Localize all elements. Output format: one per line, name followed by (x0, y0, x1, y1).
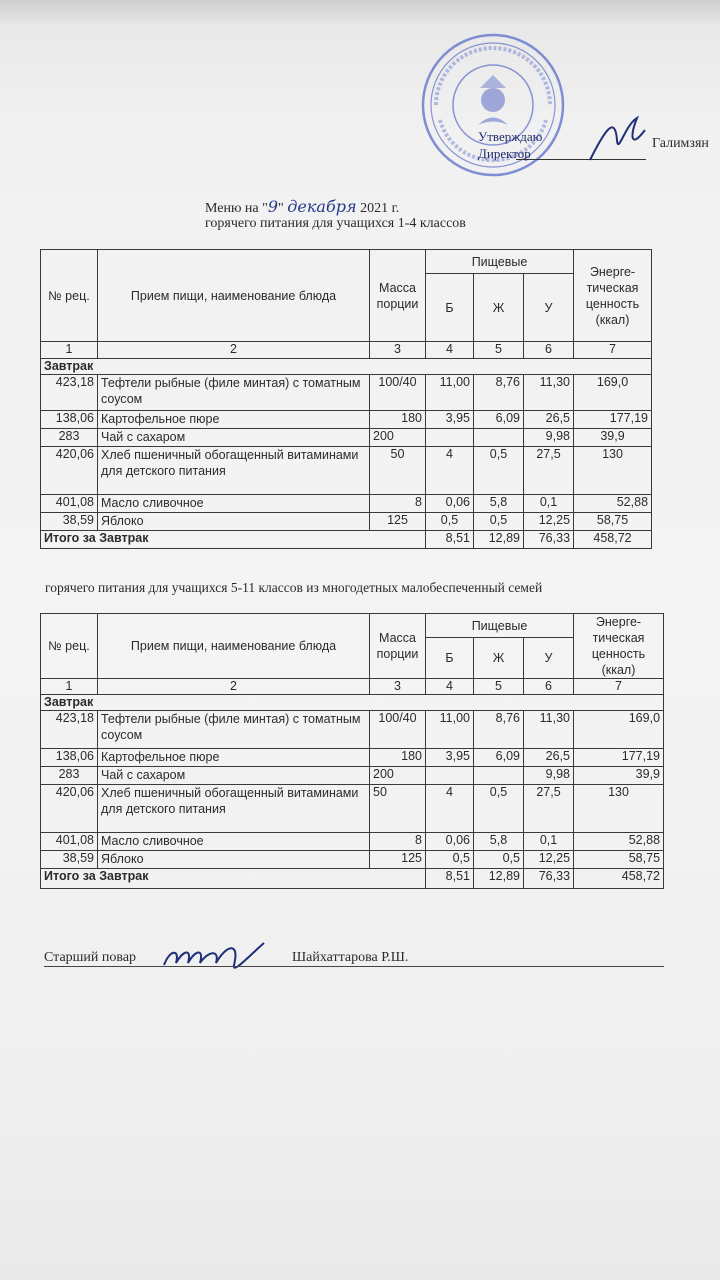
approve-label: Утверждаю (478, 129, 543, 144)
subtitle-5-11: горячего питания для учащихся 5-11 классов из многодетных малобеспеченный семей (45, 580, 543, 595)
col-header-nutrients: Пищевые (426, 250, 574, 274)
table-row: 401,08 Масло сливочное 8 0,06 5,8 0,1 52,88 (41, 833, 664, 851)
menu-day: 9 (267, 197, 279, 216)
cook-signature (160, 935, 270, 977)
col-header-num: № рец. (41, 250, 98, 342)
col-header-mass: Масса порции (370, 614, 426, 679)
table-row: 283 Чай с сахаром 200 9,98 39,9 (41, 767, 664, 785)
cook-name: Шайхаттарова Р.Ш. (292, 950, 409, 965)
table-row: 401,08 Масло сливочное 8 0,06 5,8 0,1 52,88 (41, 495, 652, 513)
table-row: 38,59 Яблоко 125 0,5 0,5 12,25 58,75 (41, 513, 652, 531)
table-row: 423,18 Тефтели рыбные (филе минтая) с томатным соусом 100/40 11,00 8,76 11,30 169,0 (41, 711, 664, 749)
table-row: 38,59 Яблоко 125 0,5 0,5 12,25 58,75 (41, 851, 664, 869)
total-row: Итого за Завтрак 8,51 12,89 76,33 458,72 (41, 869, 664, 889)
table-row: 138,06 Картофельное пюре 180 3,95 6,09 26,5 177,19 (41, 749, 664, 767)
col-header-b: Б (426, 638, 474, 679)
table-row: 420,06 Хлеб пшеничный обогащенный витаминами для детского питания 50 4 0,5 27,5 130 (41, 785, 664, 833)
table-row: 138,06 Картофельное пюре 180 3,95 6,09 26,5 177,19 (41, 411, 652, 429)
col-header-u: У (524, 274, 574, 342)
photo-top-edge (0, 0, 720, 24)
col-header-nutrients: Пищевые (426, 614, 574, 638)
menu-title: Меню на "9" декабря 2021 г. (205, 197, 400, 216)
col-header-num: № рец. (41, 614, 98, 679)
col-header-mass: Масса порции (370, 250, 426, 342)
table-row: 420,06 Хлеб пшеничный обогащенный витаминами для детского питания 50 4 0,5 27,5 130 (41, 447, 652, 495)
menu-month: декабря (287, 197, 357, 216)
table-row: 283 Чай с сахаром 200 9,98 39,9 (41, 429, 652, 447)
total-row: Итого за Завтрак 8,51 12,89 76,33 458,72 (41, 531, 652, 549)
column-number-row: 1 2 3 4 5 6 7 (41, 342, 652, 359)
col-header-b: Б (426, 274, 474, 342)
col-header-dish: Прием пищи, наименование блюда (98, 614, 370, 679)
menu-prefix: Меню на " (205, 201, 268, 216)
col-header-zh: Ж (474, 638, 524, 679)
col-header-energy: Энерге-тическая ценность (ккал) (574, 614, 664, 679)
menu-table-1-4 (40, 249, 652, 549)
menu-year: 2021 г. (360, 201, 400, 216)
col-header-dish: Прием пищи, наименование блюда (98, 250, 370, 342)
table-row: 423,18 Тефтели рыбные (филе минтая) с томатным соусом 100/40 11,00 8,76 11,30 169,0 (41, 375, 652, 411)
col-header-u: У (524, 638, 574, 679)
col-header-zh: Ж (474, 274, 524, 342)
section-breakfast: Завтрак (41, 695, 664, 711)
cook-signature-line (44, 966, 664, 967)
cook-label: Старший повар (44, 950, 137, 965)
section-breakfast: Завтрак (41, 359, 652, 375)
menu-table-5-11 (40, 613, 664, 889)
approval-block (478, 128, 542, 162)
column-number-row: 1 2 3 4 5 6 7 (41, 679, 664, 695)
director-name: Галимзян (652, 136, 709, 151)
director-label: Директор (478, 146, 531, 161)
subtitle-1-4: горячего питания для учащихся 1-4 классов (205, 216, 466, 231)
director-signature (585, 110, 655, 170)
col-header-energy: Энерге-тическая ценность (ккал) (574, 250, 652, 342)
